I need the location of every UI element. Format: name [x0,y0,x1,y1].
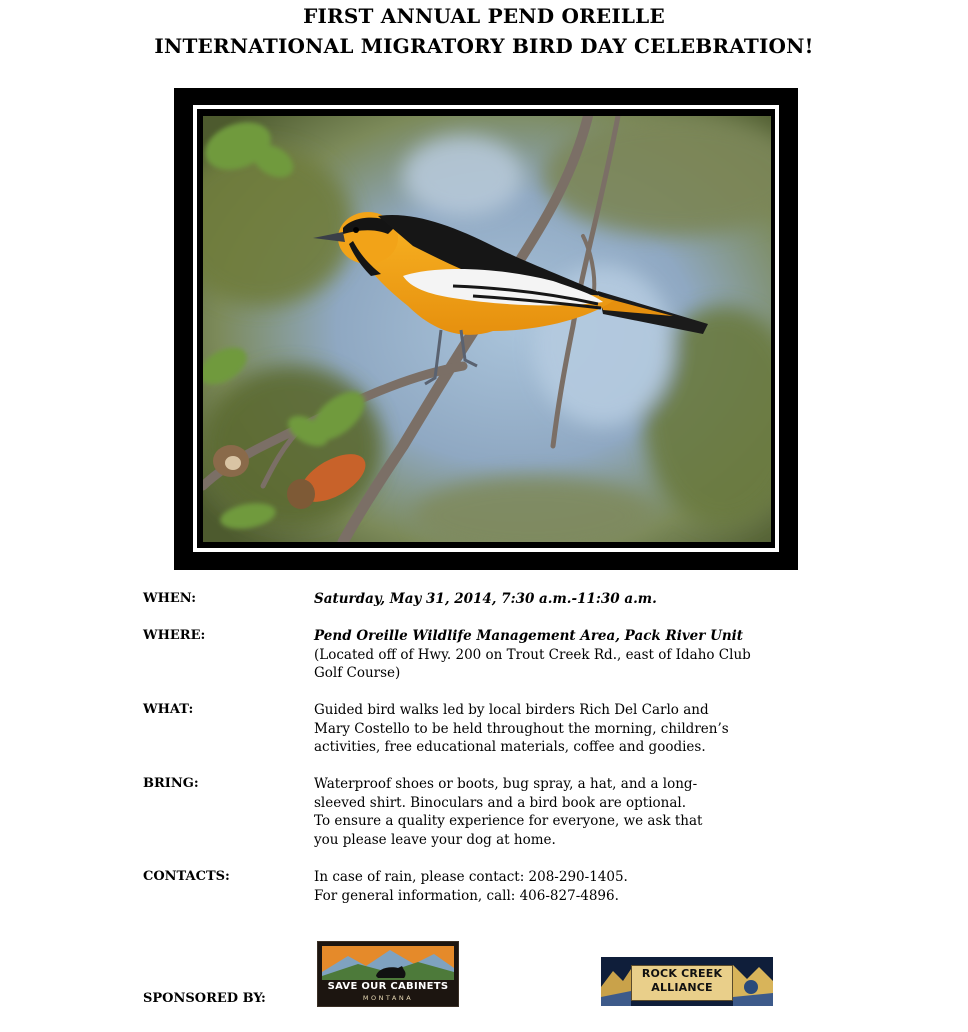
bring-value [314,775,754,849]
contacts-value-line: In case of rain, please contact: 208-290-1405. [314,869,628,885]
contacts-value [314,868,754,905]
contacts-value-line: For general information, call: 406-827-4896. [314,887,619,904]
what-value-line: activities, free educational materials, coffee and goodies. [314,739,706,755]
photo-frame [174,88,798,570]
bring-value-line: To ensure a quality experience for everyone, we ask that [314,813,703,829]
what-label: WHAT: [143,702,194,717]
bring-label: BRING: [143,776,199,791]
where-value-line: (Located off of Hwy. 200 on Trout Creek Rd., east of Idaho Club [314,646,751,663]
bring-value-line: sleeved shirt. Binoculars and a bird book are optional. [314,794,687,811]
when-value-line: Saturday, May 31, 2014, 7:30 a.m.-11:30 a.m. [314,591,657,607]
when-label: WHEN: [143,591,197,606]
rock-creek-alliance-logo [601,957,773,1006]
what-value-line: Guided bird walks led by local birders Rich Del Carlo and [314,702,709,718]
bring-value-line: Waterproof shoes or boots, bug spray, a hat, and a long- [314,776,698,792]
rock-creek-name-line-1: ROCK CREEK [641,967,723,980]
where-value-line: Pend Oreille Wildlife Management Area, Pack River Unit [314,628,744,644]
when-value [314,590,754,609]
sponsored-by-label: SPONSORED BY: [143,991,266,1006]
rock-creek-name-line-2: ALLIANCE [651,981,713,994]
contacts-label: CONTACTS: [143,869,230,884]
cabinets-state: MONTANA [362,994,414,1002]
cabinets-name: SAVE OUR CABINETS [327,981,449,992]
what-value [314,701,754,757]
where-value [314,627,754,683]
oriole-illustration [203,116,771,542]
save-our-cabinets-logo [317,941,459,1007]
page-title-line-2: INTERNATIONAL MIGRATORY BIRD DAY CELEBRATION! [154,34,814,58]
where-label: WHERE: [143,628,206,643]
oriole-photo [203,116,771,542]
what-value-line: Mary Costello to be held throughout the morning, children’s [314,720,729,737]
page-title-line-1: FIRST ANNUAL PEND OREILLE [303,4,665,28]
where-value-line: Golf Course) [314,665,401,681]
bring-value-line: you please leave your dog at home. [314,831,556,848]
